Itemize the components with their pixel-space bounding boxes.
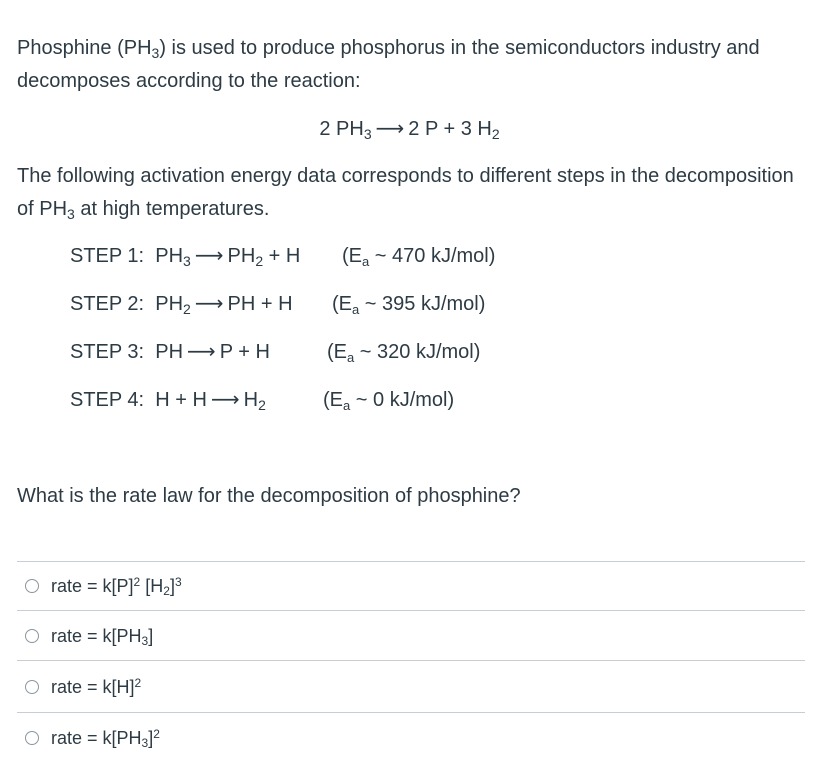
step-label: STEP 3:	[70, 341, 145, 363]
step-3	[70, 337, 481, 367]
step-label: STEP 4:	[70, 389, 145, 411]
question-intro: Phosphine $(PH_3)$ is used to produce phosphorus in the semiconductors industry and decomposes according to the reaction:	[17, 37, 760, 92]
step-reaction: $PH_2$ ⟶ PH + H	[155, 293, 293, 317]
step-label: STEP 2:	[70, 293, 145, 315]
answer-option[interactable]	[17, 712, 805, 762]
step-activation-energy: ($E_a$ ~ 320 kJ/mol)	[327, 341, 481, 365]
step-activation-energy: ($E_a$ ~ 0 kJ/mol)	[323, 389, 455, 413]
step-activation-energy: ($E_a$ ~ 395 kJ/mol)	[332, 293, 486, 317]
answer-label[interactable]: rate = $k[PH_3]$	[51, 625, 154, 648]
step-reaction: $PH_3$ ⟶ $PH_2 + H$	[155, 245, 301, 269]
answer-option[interactable]	[17, 561, 805, 610]
data-intro: The following activation energy data corresponds to different steps in the decomposition of $PH_3$ at high temperatures.	[17, 165, 794, 222]
step-reaction: PH ⟶ P + H	[155, 341, 270, 363]
radio-button[interactable]	[25, 680, 39, 694]
step-4	[70, 385, 455, 415]
answer-option[interactable]	[17, 660, 805, 712]
radio-button[interactable]	[25, 731, 39, 745]
overall-equation: 2 $PH_3$ ⟶ 2 P + 3 $H_2$	[319, 118, 500, 142]
step-1	[70, 241, 496, 271]
radio-button[interactable]	[25, 579, 39, 593]
answer-label[interactable]: rate = $k[P]^2$ $[H_2]^3$	[51, 575, 182, 598]
step-activation-energy: ($E_a$ ~ 470 kJ/mol)	[342, 245, 496, 269]
step-reaction: H + H ⟶ $H_2$	[155, 389, 266, 413]
step-2	[70, 289, 486, 319]
question-prompt: What is the rate law for the decomposition of phosphine?	[17, 485, 521, 507]
step-label: STEP 1:	[70, 245, 145, 267]
answer-label[interactable]: rate = $k[PH_3]^2$	[51, 726, 160, 750]
radio-button[interactable]	[25, 629, 39, 643]
answer-label[interactable]: rate = $k[H]^2$	[51, 675, 142, 697]
answer-list	[17, 561, 805, 762]
answer-option[interactable]	[17, 610, 805, 660]
